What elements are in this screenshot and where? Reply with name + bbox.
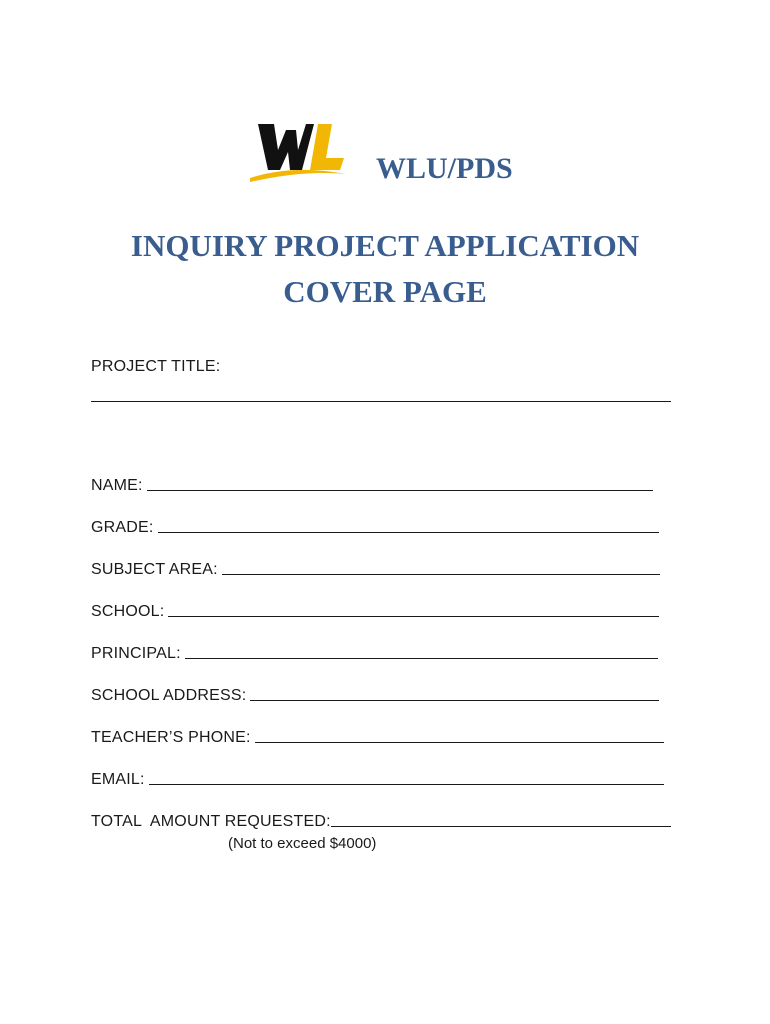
- grade-label: GRADE:: [91, 519, 154, 536]
- subject-area-label: SUBJECT AREA:: [91, 561, 218, 578]
- school-address-label: SCHOOL ADDRESS:: [91, 687, 247, 704]
- school-address-field[interactable]: [91, 681, 659, 705]
- org-title: WLU/PDS: [376, 152, 513, 185]
- document-title-line1: INQUIRY PROJECT APPLICATION: [130, 228, 640, 263]
- principal-line[interactable]: [185, 658, 658, 659]
- name-label: NAME:: [91, 477, 143, 494]
- teacher-phone-field[interactable]: [91, 723, 664, 747]
- name-field[interactable]: [91, 471, 653, 495]
- email-label: EMAIL:: [91, 771, 145, 788]
- email-line[interactable]: [149, 784, 664, 785]
- subject-area-field[interactable]: [91, 555, 660, 579]
- school-label: SCHOOL:: [91, 603, 165, 620]
- project-title-line[interactable]: [91, 401, 671, 402]
- principal-field[interactable]: [91, 639, 658, 663]
- amount-limit-note: (Not to exceed $4000): [228, 835, 377, 852]
- school-address-line[interactable]: [250, 700, 659, 701]
- project-title-label: PROJECT TITLE:: [91, 358, 221, 375]
- grade-field[interactable]: [91, 513, 659, 537]
- school-field[interactable]: [91, 597, 659, 621]
- total-amount-label: TOTAL AMOUNT REQUESTED:: [91, 813, 331, 830]
- principal-label: PRINCIPAL:: [91, 645, 181, 662]
- email-field[interactable]: [91, 765, 664, 789]
- total-amount-line[interactable]: [331, 826, 671, 827]
- document-title-line2: COVER PAGE: [283, 274, 487, 309]
- total-amount-field[interactable]: [91, 807, 671, 831]
- wl-logo: [248, 120, 348, 186]
- grade-line[interactable]: [158, 532, 659, 533]
- school-line[interactable]: [168, 616, 659, 617]
- name-line[interactable]: [147, 490, 653, 491]
- subject-area-line[interactable]: [222, 574, 660, 575]
- teacher-phone-line[interactable]: [255, 742, 664, 743]
- teacher-phone-label: TEACHER’S PHONE:: [91, 729, 251, 746]
